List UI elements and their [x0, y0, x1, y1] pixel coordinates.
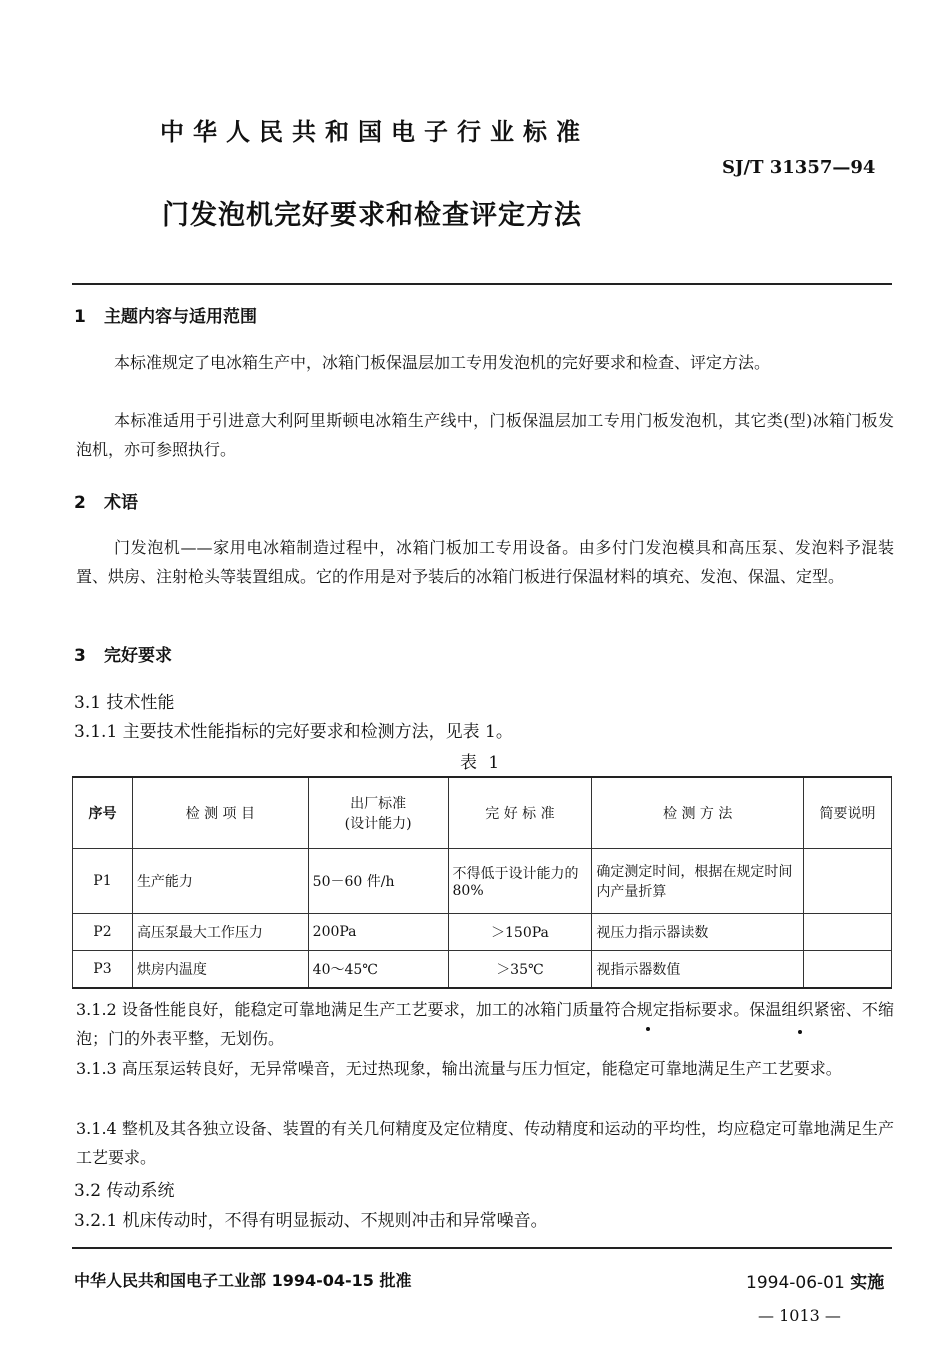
implementation-label: 实施 — [850, 1273, 885, 1293]
col-header-factory-line2: (设计能力) — [344, 816, 412, 832]
table-row — [73, 951, 892, 989]
section-2-title: 术语 — [104, 493, 138, 513]
section-1-number: 1 — [74, 307, 86, 327]
clause-3-2-1: 3.2.1 机床传动时，不得有明显振动、不规则冲击和异常噪音。 — [74, 1211, 548, 1231]
subsection-3-1: 3.1 技术性能 — [74, 693, 175, 713]
section-3-heading — [74, 641, 172, 666]
footer-divider — [72, 1247, 892, 1249]
cell-id: P1 — [73, 849, 133, 914]
col-header-note: 简要说明 — [804, 777, 892, 849]
cell-note — [804, 951, 892, 989]
col-header-standard: 完 好 标 准 — [448, 777, 592, 849]
col-header-item: 检 测 项 目 — [132, 777, 308, 849]
cell-id: P2 — [73, 914, 133, 951]
table-header-row — [73, 777, 892, 849]
standard-code: SJ/T 31357—94 — [722, 157, 876, 178]
section-3-title: 完好要求 — [104, 646, 172, 666]
cell-standard: ＞150Pa — [448, 914, 592, 951]
table-row — [73, 849, 892, 914]
col-header-id: 序号 — [73, 777, 133, 849]
section-3-number: 3 — [74, 646, 86, 666]
section-1-heading — [74, 302, 257, 327]
section-2-number: 2 — [74, 493, 86, 513]
col-header-factory-line1: 出厂标准 — [350, 796, 407, 812]
table-row — [73, 914, 892, 951]
section-1-para-1: 本标准规定了电冰箱生产中，冰箱门板保温层加工专用发泡机的完好要求和检查、评定方法。 — [114, 353, 771, 372]
cell-note — [804, 849, 892, 914]
implementation-date: 1994-06-01 — [746, 1273, 845, 1293]
clause-3-1-4: 3.1.4 整机及其各独立设备、装置的有关几何精度及定位精度、传动精度和运动的平均性，均应稳定可靠地满足生产工艺要求。 — [76, 1119, 894, 1167]
cell-method: 确定测定时间，根据在规定时间内产量折算 — [592, 849, 804, 914]
speck-mark — [798, 1030, 802, 1034]
cell-item: 烘房内温度 — [132, 951, 308, 989]
page-number: — 1013 — — [758, 1306, 841, 1325]
approval-line: 中华人民共和国电子工业部 1994-04-15 批准 — [74, 1271, 412, 1290]
speck-mark — [646, 1027, 650, 1031]
subsection-3-2: 3.2 传动系统 — [74, 1181, 175, 1201]
cell-standard: ＞35℃ — [448, 951, 592, 989]
col-header-factory — [308, 777, 448, 849]
table-caption: 表 1 — [460, 753, 503, 773]
section-2-para-1: 门发泡机——家用电冰箱制造过程中，冰箱门板加工专用设备。由多付门发泡模具和高压泵、发泡料予混装置、烘房、注射枪头等装置组成。它的作用是对予装后的冰箱门板进行保温材料的填充、发泡、保温、定型。 — [76, 538, 894, 586]
cell-method: 视压力指示器读数 — [592, 914, 804, 951]
cell-standard: 不得低于设计能力的 80% — [448, 849, 592, 914]
section-2-heading — [74, 488, 138, 513]
section-1-para-2: 本标准适用于引进意大利阿里斯顿电冰箱生产线中，门板保温层加工专用门板发泡机，其它类(型)冰箱门板发泡机，亦可参照执行。 — [76, 411, 894, 459]
header-divider — [72, 283, 892, 285]
col-header-method: 检 测 方 法 — [592, 777, 804, 849]
cell-item: 生产能力 — [132, 849, 308, 914]
cell-note — [804, 914, 892, 951]
clause-3-1-3: 3.1.3 高压泵运转良好，无异常噪音，无过热现象，输出流量与压力恒定，能稳定可靠地满足生产工艺要求。 — [76, 1059, 842, 1078]
cell-method: 视指示器数值 — [592, 951, 804, 989]
standard-name: 中华人民共和国电子行业标准 — [160, 118, 589, 146]
cell-item: 高压泵最大工作压力 — [132, 914, 308, 951]
clause-3-1-1: 3.1.1 主要技术性能指标的完好要求和检测方法，见表 1。 — [74, 722, 513, 742]
document-title: 门发泡机完好要求和检查评定方法 — [162, 200, 582, 231]
implementation-line — [746, 1268, 884, 1293]
section-1-title: 主题内容与适用范围 — [104, 307, 257, 327]
cell-id: P3 — [73, 951, 133, 989]
cell-factory: 40～45℃ — [308, 951, 448, 989]
performance-table — [72, 776, 892, 989]
cell-factory: 200Pa — [308, 914, 448, 951]
clause-3-1-2: 3.1.2 设备性能良好，能稳定可靠地满足生产工艺要求，加工的冰箱门质量符合规定指标要求。保温组织紧密、不缩泡；门的外表平整，无划伤。 — [76, 1000, 894, 1048]
cell-factory: 50－60 件/h — [308, 849, 448, 914]
